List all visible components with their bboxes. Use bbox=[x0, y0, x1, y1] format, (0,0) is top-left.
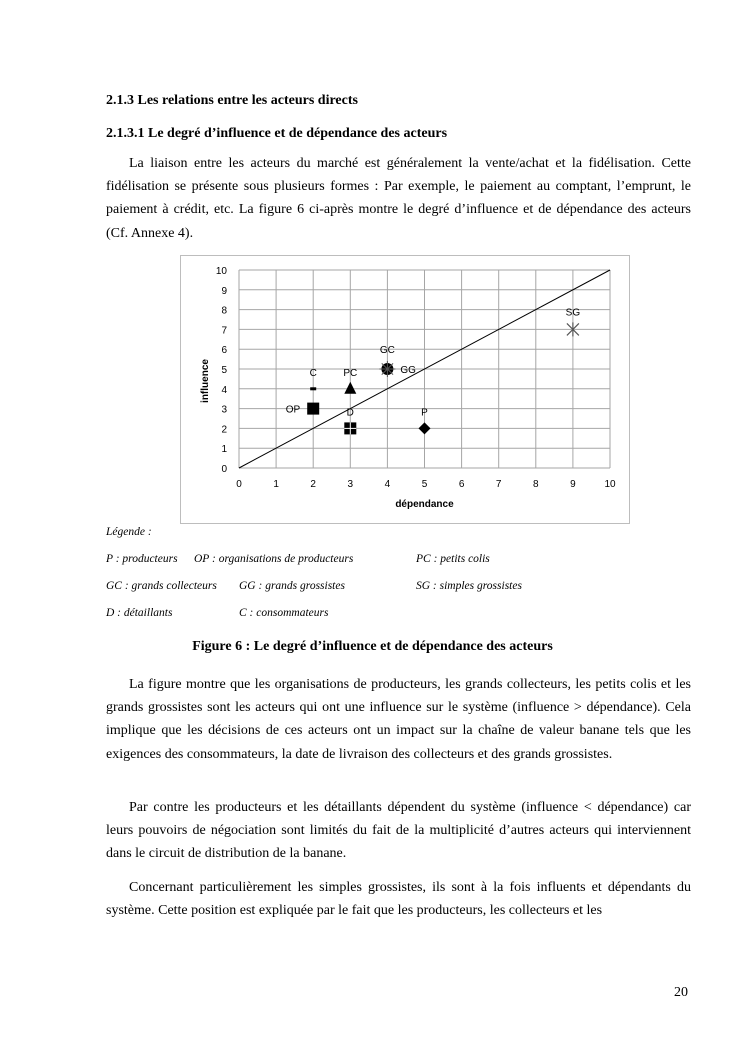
point-label-op: OP bbox=[285, 404, 301, 416]
y-tick-label: 8 bbox=[221, 305, 227, 317]
x-tick-label: 1 bbox=[273, 479, 279, 490]
legend-sg: SG : simples grossistes bbox=[416, 580, 522, 592]
x-tick-label: 2 bbox=[310, 479, 316, 490]
legend-c: C : consommateurs bbox=[239, 607, 329, 619]
section-heading-2-1-3-1: 2.1.3.1 Le degré d’influence et de dépendance des acteurs bbox=[106, 126, 448, 141]
paragraph-simples-grossistes: Concernant particulièrement les simples grossistes, ils sont à la fois influents et dépendants du système. Cette position est expliquée par le fait que les producteurs, les collecteurs et les bbox=[106, 880, 691, 919]
legend-title: Légende : bbox=[106, 526, 152, 538]
y-tick-label: 2 bbox=[221, 424, 227, 436]
paragraph-analysis-influence: La figure montre que les organisations de producteurs, les grands collecteurs, les petits colis et les grands grossistes sont les acteurs qui ont une influence sur le système (influence > dépendance). Cela implique que les décisions de ces acteurs ont un impact sur la chaîne de valeur banane tels que les exigences des consommateurs, la date de livraison des collecteurs et des grands grossistes. bbox=[106, 677, 691, 762]
legend-gg: GG : grands grossistes bbox=[239, 580, 345, 592]
point-label-c: C bbox=[309, 367, 317, 379]
point-label-sg: SG bbox=[565, 307, 581, 319]
marker-c bbox=[310, 387, 316, 390]
y-tick-label: 6 bbox=[221, 345, 227, 357]
marker-pc bbox=[344, 382, 356, 394]
x-axis-label: dépendance bbox=[395, 499, 454, 510]
x-tick-label: 7 bbox=[495, 479, 502, 490]
figure-caption: Figure 6 : Le degré d’influence et de dépendance des acteurs bbox=[192, 639, 553, 654]
legend-p: P : producteurs bbox=[106, 553, 178, 565]
paragraph-analysis-dependance: Par contre les producteurs et les détaillants dépendent du système (influence < dépendance) car leurs pouvoirs de négociation sont limités du fait de la multiplicité d’autres acteurs qui interviennent dans le circuit de distribution de la banane. bbox=[106, 800, 691, 862]
x-tick-label: 4 bbox=[384, 479, 391, 490]
y-tick-label: 9 bbox=[221, 285, 227, 297]
x-tick-label: 5 bbox=[421, 479, 428, 490]
x-tick-label: 10 bbox=[604, 479, 616, 490]
x-tick-label: 6 bbox=[458, 479, 465, 490]
page-number: 20 bbox=[674, 985, 688, 1000]
y-tick-label: 0 bbox=[221, 464, 227, 475]
legend-pc: PC : petits colis bbox=[416, 553, 490, 565]
section-heading-2-1-3: 2.1.3 Les relations entre les acteurs directs bbox=[106, 93, 358, 108]
chart-frame bbox=[180, 255, 630, 524]
legend-d: D : détaillants bbox=[106, 607, 173, 619]
point-label-gc: GC bbox=[379, 345, 395, 356]
marker-op bbox=[307, 403, 319, 415]
point-label-pc: PC bbox=[343, 367, 358, 379]
y-tick-label: 10 bbox=[215, 266, 227, 277]
point-label-gg: GG bbox=[400, 365, 416, 376]
legend-gc: GC : grands collecteurs bbox=[106, 580, 217, 592]
y-axis-label: influence bbox=[200, 359, 211, 403]
x-tick-label: 3 bbox=[347, 479, 354, 490]
marker-gg bbox=[379, 361, 395, 377]
y-tick-label: 7 bbox=[221, 325, 227, 337]
y-tick-label: 3 bbox=[221, 404, 227, 416]
x-tick-label: 9 bbox=[570, 479, 576, 490]
y-tick-label: 4 bbox=[221, 384, 227, 396]
marker-d bbox=[344, 422, 356, 434]
point-label-p: P bbox=[421, 407, 428, 419]
x-tick-label: 0 bbox=[236, 479, 242, 490]
y-tick-label: 1 bbox=[221, 444, 227, 456]
influence-dependance-chart bbox=[181, 256, 631, 525]
marker-p bbox=[419, 422, 431, 434]
legend-op: OP : organisations de producteurs bbox=[194, 553, 354, 565]
y-tick-label: 5 bbox=[221, 365, 227, 376]
paragraph-intro: La liaison entre les acteurs du marché est généralement la vente/achat et la fidélisation. Cette fidélisation se présente sous plusieurs formes : Par exemple, le paiement au comptant, l’emprunt, le paiement à crédit, etc. La figure 6 ci-après montre le degré d’influence et de dépendance des acteurs (Cf. Annexe 4). bbox=[106, 156, 691, 241]
point-label-d: D bbox=[346, 407, 354, 419]
x-tick-label: 8 bbox=[533, 479, 539, 490]
